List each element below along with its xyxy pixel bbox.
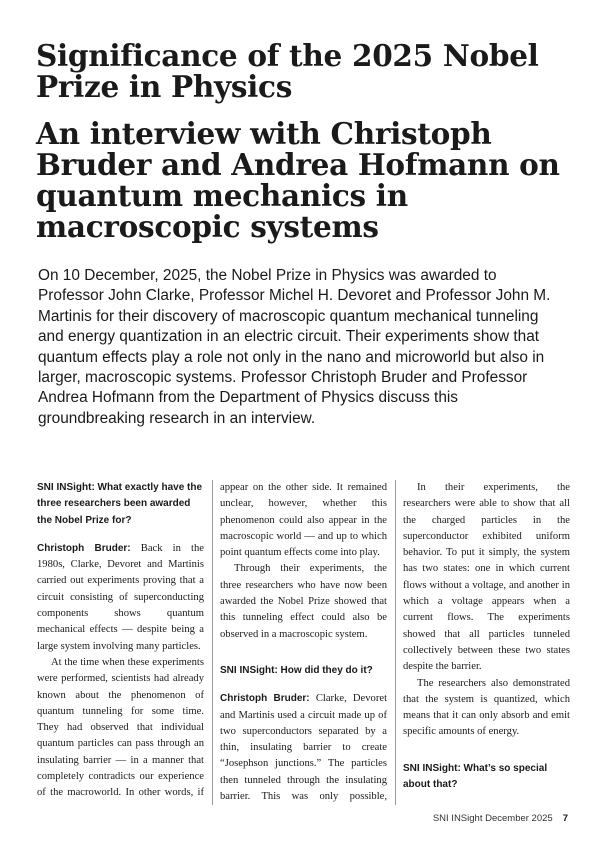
speaker-label: Christoph Bruder:: [220, 693, 310, 705]
column-divider: [395, 480, 396, 805]
answer-2: [220, 691, 387, 805]
lead-paragraph: On 10 December, 2025, the Nobel Prize in Physics was awarded to Professor John Clarke, Professor Michel H. Devoret and Professor John M. Martinis for their discovery of macroscopic quantum mechanical tunneling and energy quantization in an electric circuit. Their experiments show that quantum effects play a role not only in the nano and microworld but also in larger, macroscopic systems. Professor Christoph Bruder and Professor Andrea Hofmann from the Department of Physics discuss this groundbreaking research in an interview.: [38, 267, 551, 427]
answer-2-text: Clarke, Devoret and Martinis used a circuit made up of two superconductors separated by a thin, insulating barrier to create “Josephson junctions.” The particles then tunneled through the insulating barrier. This was only possible,: [220, 693, 387, 803]
page-number: 7: [562, 813, 568, 824]
answer-1-continued: appear on the other side. It remained unclear, however, whether this phenomenon could also appear in the macroscopic world — and up to which point quantum effects come into play.: [220, 481, 387, 559]
answer-1-paragraph-2: At the time when these experiments were performed, scientists had already known about the phenomenon of quantum tunneling for some time. They had observed that individual quantum particles can pass through an insulating barrier — in a manner that completely contradicts our experience of the macroworld. In other words, if: [37, 656, 204, 799]
column-1: [37, 480, 204, 805]
answer-1-paragraph-3: Through their experiments, the three researchers who have now been awarded the Nobel Prize showed that this tunneling effect could also be observed in a macroscopic system.: [220, 563, 387, 640]
column-divider: [212, 480, 213, 805]
question-3: SNI INSight: What’s so special about that?: [403, 762, 548, 791]
body-columns: [37, 480, 570, 805]
speaker-label: Christoph Bruder:: [37, 542, 131, 554]
article-title: Significance of the 2025 Nobel Prize in Physics: [36, 38, 539, 104]
publication-name: SNI INSight December 2025: [432, 813, 553, 824]
answer-2-paragraph-2: In their experiments, the researchers were able to show that all the charged particles in the superconductor exhibited uniform behavior. To put it simply, the system has two states: one in which current flows without a voltage, and another in which a voltage appears when a current flows. The experiments showed that all particles tunneled collectively between these two states despite the barrier.: [403, 482, 570, 673]
page-footer: [433, 813, 568, 824]
answer-2-paragraph-3: The researchers also demonstrated that the system is quantized, which means that it can only absorb and emit specific amounts of energy.: [403, 677, 570, 738]
column-3: [403, 480, 570, 805]
article-subtitle: An interview with Christoph Bruder and Andrea Hofmann on quantum mechanics in macroscopic systems: [36, 116, 560, 244]
column-2: [220, 480, 387, 805]
answer-1: [37, 541, 204, 655]
question-2: SNI INSight: How did they do it?: [220, 664, 373, 676]
question-1: SNI INSight: What exactly have the three researchers been awarded the Nobel Prize for?: [37, 482, 203, 526]
answer-1-text: Back in the 1980s, Clarke, Devoret and Martinis carried out experiments proving that a circuit consisting of superconducting components shows quantum mechanical effects — despite being a large system involving many particles.: [37, 542, 204, 652]
